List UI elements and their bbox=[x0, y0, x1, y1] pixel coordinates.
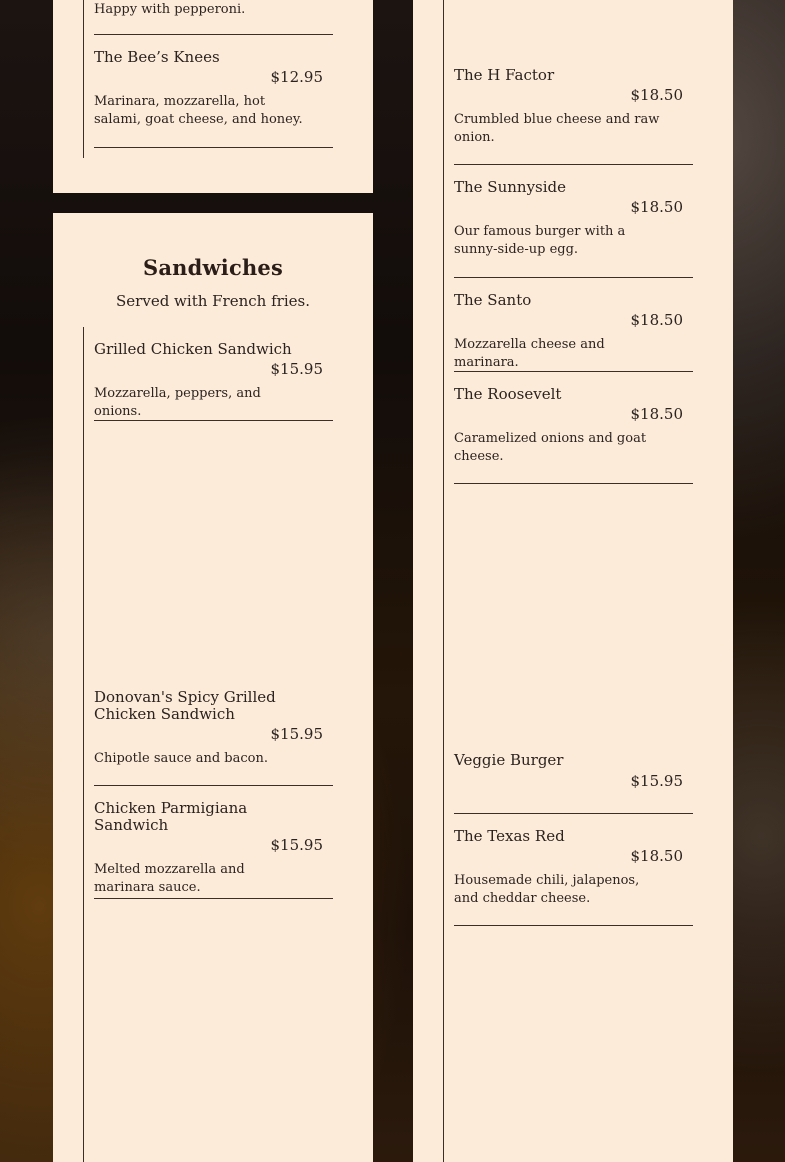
menu-item-sunnyside bbox=[454, 179, 693, 278]
menu-item-grilled-chicken-sandwich bbox=[94, 341, 333, 421]
item-description: Chipotle sauce and bacon. bbox=[94, 751, 268, 766]
item-name: Donovan's Spicy Grilled Chicken Sandwich bbox=[94, 688, 276, 723]
item-price: $18.50 bbox=[630, 198, 683, 216]
menu-item-roosevelt bbox=[454, 386, 693, 484]
item-name: The Bee’s Knees bbox=[94, 48, 220, 66]
item-description: Melted mozzarella and marinara sauce. bbox=[94, 862, 245, 895]
item-name: The H Factor bbox=[454, 66, 555, 84]
item-description: Housemade chili, jalapenos, and cheddar cheese. bbox=[454, 873, 640, 906]
burgers-menu-panel bbox=[413, 0, 733, 1162]
item-price: $18.50 bbox=[630, 86, 683, 104]
menu-item-santo bbox=[454, 292, 693, 372]
section-subtitle: Served with French fries. bbox=[116, 292, 310, 310]
item-price: $15.95 bbox=[270, 836, 323, 854]
item-name: Chicken Parmigiana Sandwich bbox=[94, 799, 248, 834]
menu-item-chicken-parmigiana-sandwich bbox=[94, 800, 333, 899]
item-description: Marinara, mozzarella, hot salami, goat cheese, and honey. bbox=[94, 94, 303, 127]
menu-divider-line bbox=[83, 327, 84, 1162]
item-description: Our famous burger with a sunny-side-up egg. bbox=[454, 224, 626, 257]
item-name: The Texas Red bbox=[454, 827, 565, 845]
item-price: $15.95 bbox=[630, 772, 683, 790]
item-name: Grilled Chicken Sandwich bbox=[94, 340, 292, 358]
item-description: Crumbled blue cheese and raw onion. bbox=[454, 112, 660, 145]
item-price: $18.50 bbox=[630, 847, 683, 865]
item-price: $12.95 bbox=[270, 68, 323, 86]
item-name: The Santo bbox=[454, 291, 532, 309]
menu-divider-line bbox=[83, 0, 84, 158]
menu-item-donovans-spicy-sandwich bbox=[94, 689, 333, 786]
item-price: $18.50 bbox=[630, 405, 683, 423]
item-divider bbox=[94, 34, 333, 35]
pizza-menu-panel bbox=[53, 0, 373, 193]
item-name: The Roosevelt bbox=[454, 385, 562, 403]
item-price: $15.95 bbox=[270, 360, 323, 378]
menu-item-veggie-burger bbox=[454, 752, 693, 814]
menu-item-h-factor bbox=[454, 67, 693, 165]
sandwiches-menu-panel bbox=[53, 213, 373, 1162]
item-description: Mozzarella, peppers, and onions. bbox=[94, 386, 261, 419]
item-description: Mozzarella cheese and marinara. bbox=[454, 337, 605, 370]
menu-item-texas-red bbox=[454, 828, 693, 926]
item-price: $15.95 bbox=[270, 725, 323, 743]
pizza-cut-off-desc: Happy with pepperoni. bbox=[94, 2, 246, 17]
item-name: The Sunnyside bbox=[454, 178, 567, 196]
item-name: Veggie Burger bbox=[454, 751, 564, 769]
section-title: Sandwiches bbox=[142, 255, 284, 280]
menu-divider-line bbox=[443, 0, 444, 1162]
menu-item-bees-knees bbox=[94, 49, 333, 148]
item-price: $18.50 bbox=[630, 311, 683, 329]
item-description: Caramelized onions and goat cheese. bbox=[454, 431, 647, 464]
